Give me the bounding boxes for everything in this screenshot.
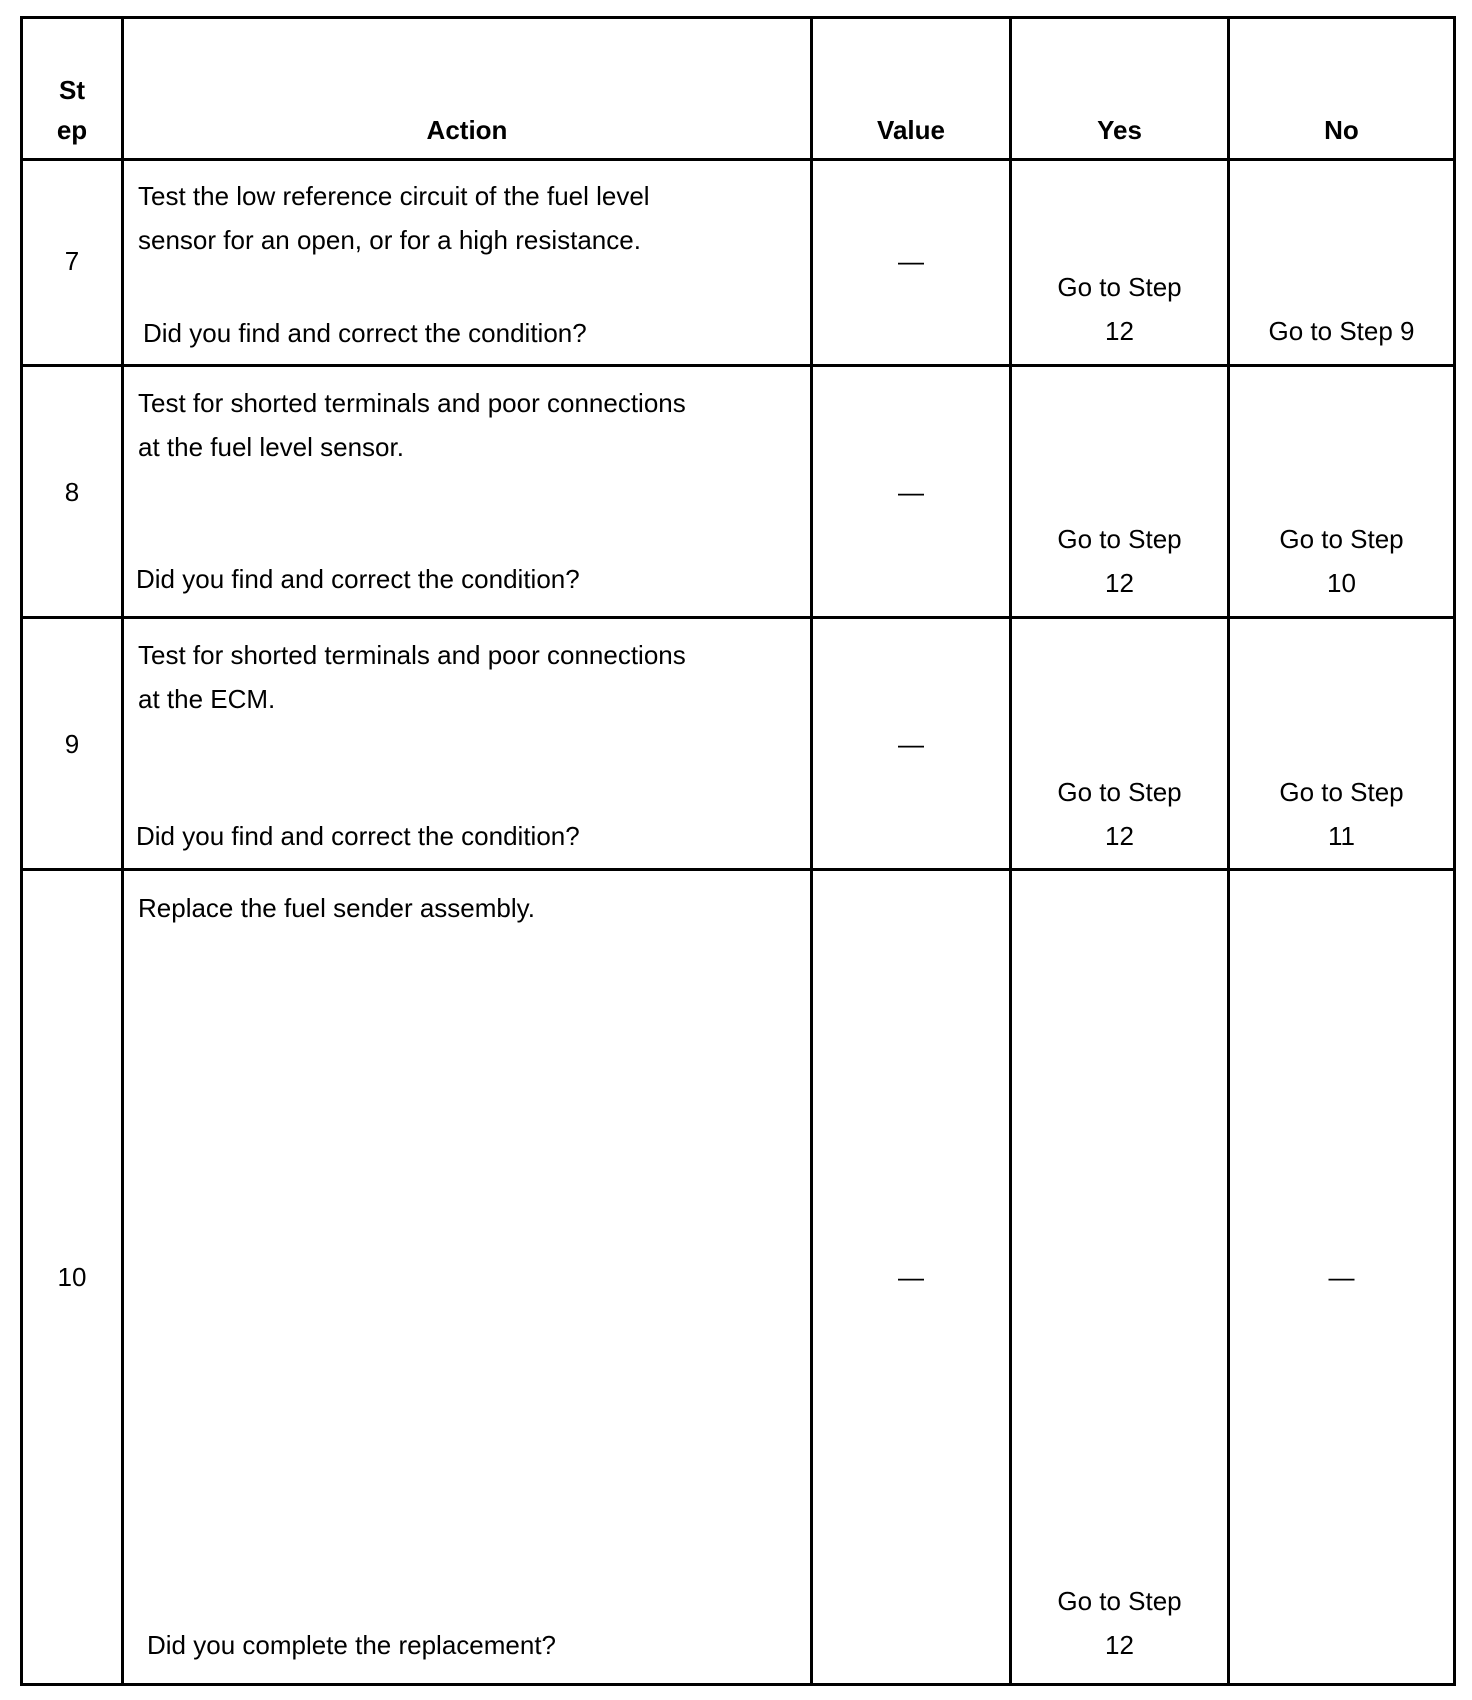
header-yes: Yes <box>1097 115 1142 145</box>
row-divider <box>20 158 1456 161</box>
yes-goto: 12 <box>1105 821 1134 851</box>
header-action: Action <box>426 115 508 145</box>
yes-goto: 12 <box>1105 1630 1134 1660</box>
yes-goto: Go to Step <box>1057 777 1182 807</box>
action-question: Did you find and correct the condition? <box>143 318 587 348</box>
step-number: 9 <box>64 729 80 759</box>
yes-goto: Go to Step <box>1057 272 1182 302</box>
no-goto: 11 <box>1328 821 1355 851</box>
row-divider <box>20 364 1456 367</box>
step-number: 8 <box>64 477 80 507</box>
action-text: Test for shorted terminals and poor connections <box>138 640 686 670</box>
header-step: ep <box>56 115 88 145</box>
row-divider <box>20 616 1456 619</box>
no-goto: Go to Step <box>1279 524 1404 554</box>
step-number: 7 <box>64 246 80 276</box>
yes-goto: 12 <box>1105 316 1134 346</box>
no-goto: — <box>1328 1262 1355 1292</box>
yes-goto: 12 <box>1105 568 1134 598</box>
yes-goto: Go to Step <box>1057 1586 1182 1616</box>
value-cell: — <box>898 729 924 759</box>
no-goto: Go to Step <box>1279 777 1404 807</box>
value-cell: — <box>898 246 924 276</box>
action-text: sensor for an open, or for a high resistance. <box>138 225 641 255</box>
action-text: Test the low reference circuit of the fuel level <box>138 181 650 211</box>
value-cell: — <box>898 477 924 507</box>
no-goto: 10 <box>1327 568 1356 598</box>
action-text: Replace the fuel sender assembly. <box>138 893 535 923</box>
action-question: Did you find and correct the condition? <box>136 821 580 851</box>
row-divider <box>20 868 1456 871</box>
step-number: 10 <box>57 1262 87 1292</box>
header-step: St <box>59 75 85 105</box>
action-text: at the ECM. <box>138 684 276 714</box>
yes-goto: Go to Step <box>1057 524 1182 554</box>
header-value: Value <box>877 115 945 145</box>
no-goto: Go to Step 9 <box>1268 316 1415 346</box>
action-text: Test for shorted terminals and poor connections <box>138 388 686 418</box>
action-question: Did you complete the replacement? <box>147 1630 557 1660</box>
action-question: Did you find and correct the condition? <box>136 564 580 594</box>
value-cell: — <box>898 1262 924 1292</box>
action-text: at the fuel level sensor. <box>138 432 404 462</box>
header-no: No <box>1324 115 1359 145</box>
column-divider <box>121 16 124 1686</box>
